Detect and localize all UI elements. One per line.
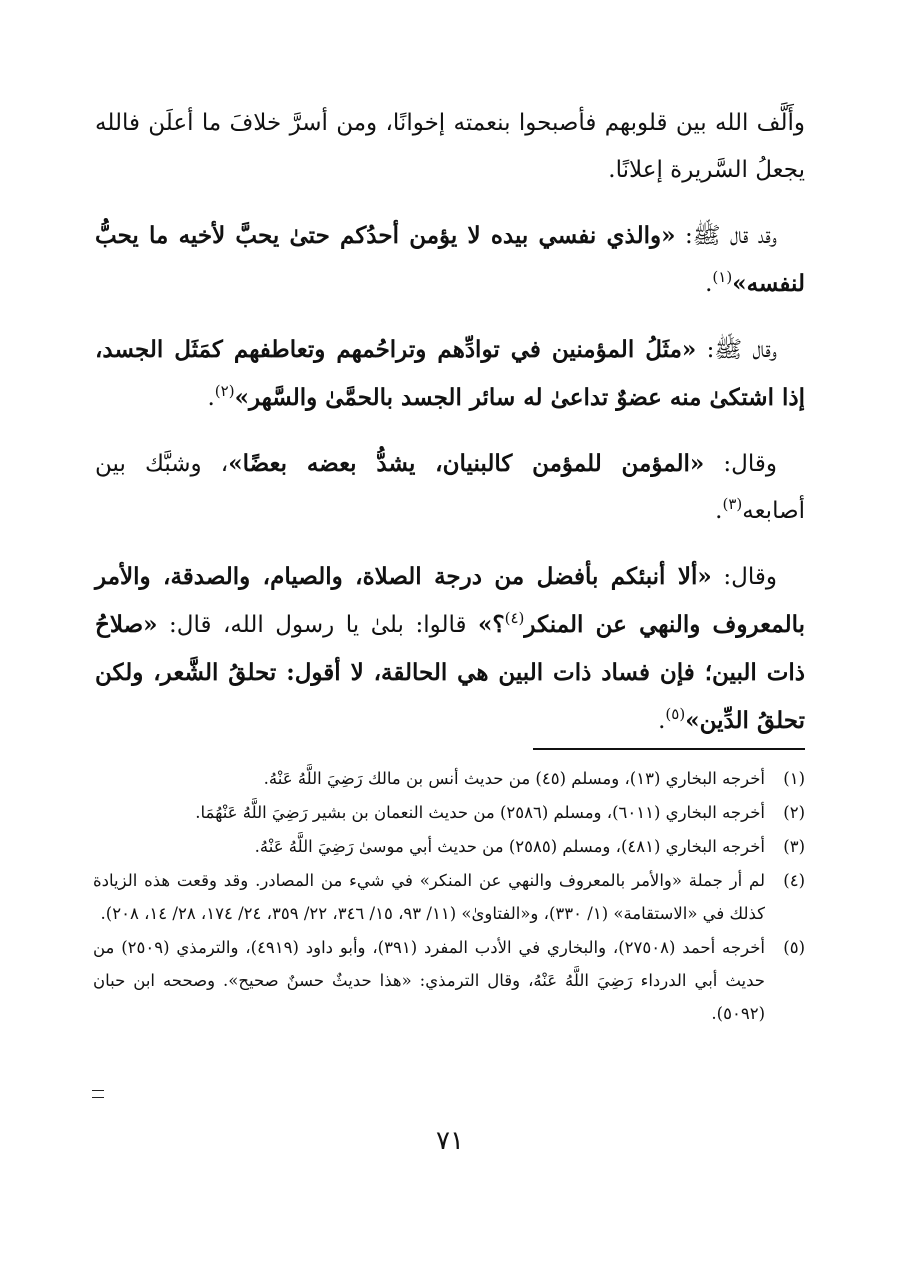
paragraph-4 (95, 440, 805, 535)
hadith-quote-5: «صلاحُ ذات البين؛ فإن فساد ذات البين هي الحالقة، لا أقول: تحلقُ الشَّعر، ولكن تحلقُ الدِّين» (95, 611, 805, 734)
footnote-text: أخرجه البخاري (٦٠١١)، ومسلم (٢٥٨٦) من حديث النعمان بن بشير رَضِيَ اللَّهُ عَنْهُمَا. (195, 803, 765, 822)
paragraph-5-end: . (658, 708, 666, 734)
paragraph-3 (95, 326, 805, 422)
footnote-number: (١) (783, 769, 805, 788)
footnote-ref-4[interactable]: (٤) (504, 609, 525, 627)
footnote-4 (93, 864, 805, 930)
footnote-number: (٢) (783, 803, 805, 822)
paragraph-3-end: . (207, 385, 215, 411)
paragraph-5-mid: قالوا: بلىٰ يا رسول الله، قال: (157, 612, 479, 638)
footnote-text: أخرجه البخاري (٤٨١)، ومسلم (٢٥٨٥) من حديث أبي موسىٰ رَضِيَ اللَّهُ عَنْهُ. (254, 837, 765, 856)
footnotes (93, 762, 805, 1031)
footnote-1 (93, 762, 805, 795)
footnote-5 (93, 931, 805, 1030)
continuation-mark (92, 1090, 104, 1098)
footnote-number: (٥) (783, 938, 805, 957)
footnote-divider (533, 748, 805, 750)
footnote-ref-2[interactable]: (٢) (214, 382, 235, 400)
paragraph-5-lead: وقال: (711, 564, 777, 590)
footnote-number: (٤) (783, 871, 805, 890)
footnote-ref-1[interactable]: (١) (712, 268, 733, 286)
footnote-2 (93, 796, 805, 829)
hadith-quote-4: «ألا أنبئكم بأفضل من درجة الصلاة، والصيام، والصدقة، والأمر بالمعروف والنهي عن المنكر (95, 563, 805, 638)
hadith-quote-3: «المؤمن للمؤمن كالبنيان، يشدُّ بعضه بعضًا» (228, 450, 705, 477)
main-text (95, 100, 805, 763)
paragraph-2-end: . (705, 271, 713, 297)
page-number: ٧١ (436, 1126, 464, 1156)
footnote-ref-5[interactable]: (٥) (665, 705, 686, 723)
footnote-3 (93, 830, 805, 863)
paragraph-4-mid: ، وشبَّك بين أصابعه (95, 451, 805, 524)
paragraph-3-lead: وقال ﷺ: (696, 337, 777, 363)
paragraph-1 (95, 100, 805, 194)
hadith-quote-2: «مثَلُ المؤمنين في توادِّهم وتراحُمهم وتعاطفهم كمَثَل الجسد، إذا اشتكىٰ منه عضوٌ تداعىٰ له سائر الجسد بالحمَّىٰ والسَّهر» (95, 336, 805, 411)
paragraph-4-end: . (715, 498, 723, 524)
footnote-text: لم أر جملة «والأمر بالمعروف والنهي عن المنكر» في شيء من المصادر. وقد وقعت هذه الزيادة كذلك في «الاستقامة» (١/ ٣٣٠)، و«الفتاوىٰ» (١١/ ٩٣، ١٥/ ٣٤٦، ٢٢/ ٣٥٩، ٢٤/ ١٧٤، ٢٨/ ١٤، ٢٠٨). (93, 871, 766, 923)
hadith-quote-4-end: ؟» (478, 611, 505, 638)
paragraph-4-lead: وقال: (704, 451, 777, 477)
footnote-text: أخرجه أحمد (٢٧٥٠٨)، والبخاري في الأدب المفرد (٣٩١)، وأبو داود (٤٩١٩)، والترمذي (٢٥٠٩) من حديث أبي الدرداء رَضِيَ اللَّهُ عَنْهُ، وقال الترمذي: «هذا حديثٌ حسنٌ صحيح». وصححه ابن حبان (٥٠٩٢). (93, 938, 765, 1023)
footnote-text: أخرجه البخاري (١٣)، ومسلم (٤٥) من حديث أنس بن مالك رَضِيَ اللَّهُ عَنْهُ. (263, 769, 765, 788)
paragraph-5 (95, 553, 805, 745)
footnote-number: (٣) (783, 837, 805, 856)
hadith-quote-1: «والذي نفسي بيده لا يؤمن أحدُكم حتىٰ يحبَّ لأخيه ما يحبُّ لنفسه» (95, 222, 805, 297)
paragraph-2-lead: وقد قال ﷺ: (675, 223, 777, 249)
paragraph-1-text: وأَلَّف الله بين قلوبهم فأصبحوا بنعمته إخوانًا، ومن أسرَّ خلافَ ما أعلَن فالله يجعلُ السَّريرة إعلانًا. (95, 110, 805, 183)
footnote-ref-3[interactable]: (٣) (722, 495, 743, 513)
paragraph-2 (95, 212, 805, 308)
